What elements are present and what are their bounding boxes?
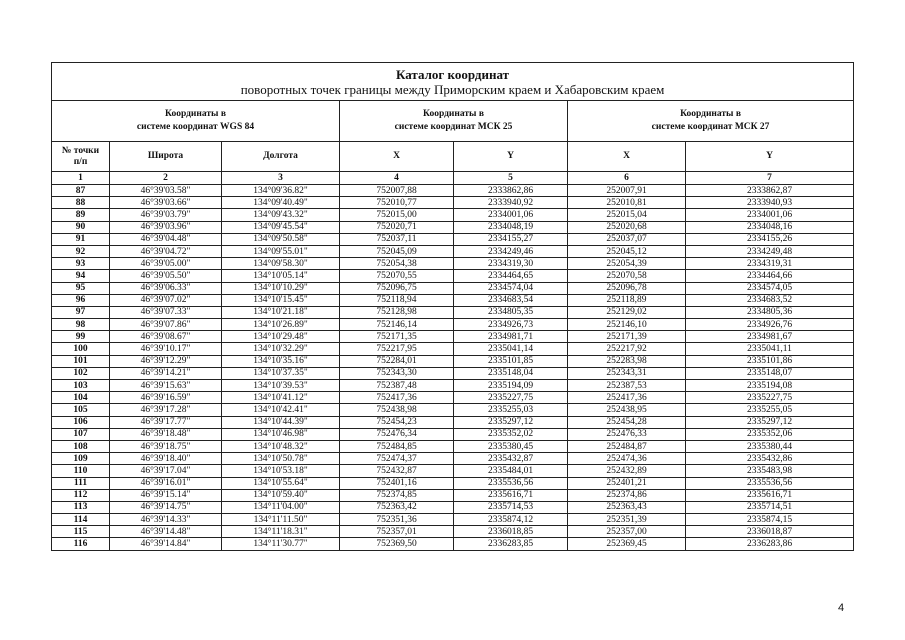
cell-msk27-y: 2334464,66 [686,270,854,282]
cell-point-number: 114 [52,514,110,526]
table-title-cell [52,63,854,101]
cell-msk27-y: 2334926,76 [686,319,854,331]
cell-msk25-x: 752387,48 [340,380,454,392]
cell-msk25-y: 2336018,85 [454,526,568,538]
table-row [52,282,854,294]
cell-msk25-x: 752432,87 [340,465,454,477]
table-row [52,501,854,513]
cell-msk27-y: 2335616,71 [686,489,854,501]
cell-longitude: 134°10'42.41" [222,404,340,416]
cell-latitude: 46°39'18.40" [110,453,222,465]
cell-msk25-y: 2334319,30 [454,258,568,270]
table-row [52,380,854,392]
cell-msk27-x: 252007,91 [568,185,686,197]
cell-longitude: 134°10'53.18" [222,465,340,477]
cell-msk27-y: 2335536,56 [686,477,854,489]
cell-msk25-x: 752454,23 [340,416,454,428]
coordinate-catalog-table [51,62,854,551]
cell-longitude: 134°10'59.40" [222,489,340,501]
table-row [52,233,854,245]
cell-msk27-y: 2335380,44 [686,440,854,452]
cell-msk27-y: 2335227,75 [686,392,854,404]
table-row [52,367,854,379]
cell-msk27-y: 2336018,87 [686,526,854,538]
cell-msk25-x: 752351,36 [340,514,454,526]
cell-longitude: 134°09'50.58" [222,233,340,245]
cell-msk27-x: 252454,28 [568,416,686,428]
cell-msk25-y: 2335101,85 [454,355,568,367]
cell-msk27-y: 2335101,86 [686,355,854,367]
cell-msk25-x: 752096,75 [340,282,454,294]
cell-msk25-y: 2334001,06 [454,209,568,221]
table-row [52,245,854,257]
cell-longitude: 134°10'39.53" [222,380,340,392]
cell-msk27-y: 2334574,05 [686,282,854,294]
cell-longitude: 134°09'43.32" [222,209,340,221]
cell-msk25-x: 752438,98 [340,404,454,416]
cell-msk25-x: 752357,01 [340,526,454,538]
cell-msk25-y: 2335484,01 [454,465,568,477]
cell-msk25-x: 752015,00 [340,209,454,221]
col-number: 1 [52,172,110,185]
cell-msk27-x: 252432,89 [568,465,686,477]
cell-msk25-x: 752037,11 [340,233,454,245]
cell-msk27-y: 2334683,52 [686,294,854,306]
cell-longitude: 134°10'21.18" [222,306,340,318]
cell-point-number: 108 [52,440,110,452]
cell-longitude: 134°10'44.39" [222,416,340,428]
cell-msk27-x: 252474,36 [568,453,686,465]
cell-point-number: 96 [52,294,110,306]
cell-msk25-y: 2334981,71 [454,331,568,343]
cell-msk27-x: 252010,81 [568,197,686,209]
cell-point-number: 106 [52,416,110,428]
cell-latitude: 46°39'14.33" [110,514,222,526]
cell-msk25-x: 752343,30 [340,367,454,379]
cell-msk27-y: 2335148,07 [686,367,854,379]
cell-msk27-x: 252476,33 [568,428,686,440]
cell-point-number: 111 [52,477,110,489]
table-row [52,526,854,538]
table-row [52,258,854,270]
col-header-latitude: Широта [110,142,222,172]
col-header-msk27-y: Y [686,142,854,172]
cell-msk25-y: 2335380,45 [454,440,568,452]
cell-point-number: 97 [52,306,110,318]
cell-msk25-y: 2334926,73 [454,319,568,331]
table-row [52,294,854,306]
cell-msk27-y: 2334249,48 [686,245,854,257]
cell-latitude: 46°39'03.96" [110,221,222,233]
cell-msk25-x: 752118,94 [340,294,454,306]
cell-longitude: 134°10'05.14" [222,270,340,282]
cell-msk25-y: 2334155,27 [454,233,568,245]
cell-longitude: 134°10'48.32" [222,440,340,452]
table-row [52,270,854,282]
cell-latitude: 46°39'05.50" [110,270,222,282]
cell-msk27-y: 2335714,51 [686,501,854,513]
cell-point-number: 102 [52,367,110,379]
cell-msk27-y: 2334805,36 [686,306,854,318]
cell-msk25-x: 752363,42 [340,501,454,513]
col-number: 2 [110,172,222,185]
cell-msk27-x: 252343,31 [568,367,686,379]
cell-latitude: 46°39'04.48" [110,233,222,245]
cell-msk27-y: 2335297,12 [686,416,854,428]
cell-msk25-x: 752020,71 [340,221,454,233]
cell-point-number: 91 [52,233,110,245]
cell-latitude: 46°39'03.66" [110,197,222,209]
cell-point-number: 110 [52,465,110,477]
cell-msk25-y: 2335432,87 [454,453,568,465]
cell-point-number: 98 [52,319,110,331]
cell-msk27-y: 2335483,98 [686,465,854,477]
cell-msk27-x: 252217,92 [568,343,686,355]
cell-latitude: 46°39'17.04" [110,465,222,477]
cell-msk27-y: 2335352,06 [686,428,854,440]
cell-longitude: 134°11'30.77" [222,538,340,550]
cell-msk27-y: 2336283,86 [686,538,854,550]
cell-msk25-x: 752007,88 [340,185,454,197]
cell-longitude: 134°09'55.01" [222,245,340,257]
col-header-msk25-y: Y [454,142,568,172]
cell-msk25-y: 2334464,65 [454,270,568,282]
cell-msk27-x: 252045,12 [568,245,686,257]
cell-point-number: 107 [52,428,110,440]
cell-point-number: 92 [52,245,110,257]
cell-latitude: 46°39'03.58" [110,185,222,197]
cell-latitude: 46°39'14.84" [110,538,222,550]
cell-point-number: 113 [52,501,110,513]
table-row [52,209,854,221]
cell-latitude: 46°39'10.17" [110,343,222,355]
cell-point-number: 101 [52,355,110,367]
cell-msk25-x: 752417,36 [340,392,454,404]
cell-latitude: 46°39'15.63" [110,380,222,392]
cell-latitude: 46°39'07.86" [110,319,222,331]
cell-msk27-x: 252438,95 [568,404,686,416]
cell-msk25-x: 752217,95 [340,343,454,355]
col-number: 7 [686,172,854,185]
table-row [52,465,854,477]
cell-msk25-y: 2335536,56 [454,477,568,489]
cell-msk25-x: 752171,35 [340,331,454,343]
cell-latitude: 46°39'04.72" [110,245,222,257]
cell-msk25-y: 2334683,54 [454,294,568,306]
cell-msk27-y: 2335432,86 [686,453,854,465]
cell-longitude: 134°10'32.29" [222,343,340,355]
col-header-msk25-x: X [340,142,454,172]
cell-msk25-x: 752128,98 [340,306,454,318]
table-row [52,514,854,526]
cell-longitude: 134°10'10.29" [222,282,340,294]
cell-msk25-y: 2335227,75 [454,392,568,404]
cell-longitude: 134°10'15.45" [222,294,340,306]
col-header-point-number: № точки п/п [52,142,110,172]
cell-msk25-y: 2334805,35 [454,306,568,318]
cell-msk27-y: 2334319,31 [686,258,854,270]
cell-msk25-x: 752146,14 [340,319,454,331]
table-row [52,477,854,489]
cell-msk27-x: 252417,36 [568,392,686,404]
cell-msk25-x: 752476,34 [340,428,454,440]
cell-latitude: 46°39'06.33" [110,282,222,294]
cell-msk25-y: 2334249,46 [454,245,568,257]
cell-msk27-x: 252096,78 [568,282,686,294]
cell-msk27-x: 252401,21 [568,477,686,489]
col-number: 5 [454,172,568,185]
cell-msk27-y: 2334155,26 [686,233,854,245]
cell-latitude: 46°39'14.48" [110,526,222,538]
cell-point-number: 89 [52,209,110,221]
cell-msk27-x: 252351,39 [568,514,686,526]
cell-msk27-x: 252283,98 [568,355,686,367]
cell-point-number: 93 [52,258,110,270]
cell-longitude: 134°09'36.82" [222,185,340,197]
cell-msk27-y: 2335041,11 [686,343,854,355]
group-header-wgs84: Координаты в системе координат WGS 84 [52,101,340,142]
cell-longitude: 134°10'35.16" [222,355,340,367]
table-row [52,440,854,452]
table-row [52,392,854,404]
cell-longitude: 134°11'18.31" [222,526,340,538]
cell-msk27-x: 252369,45 [568,538,686,550]
cell-msk25-y: 2334048,19 [454,221,568,233]
cell-msk25-x: 752369,50 [340,538,454,550]
table-row [52,538,854,550]
cell-latitude: 46°39'14.75" [110,501,222,513]
cell-latitude: 46°39'08.67" [110,331,222,343]
cell-point-number: 104 [52,392,110,404]
table-subtitle: поворотных точек границы между Приморским краем и Хабаровским краем [240,81,665,97]
cell-point-number: 112 [52,489,110,501]
cell-longitude: 134°09'45.54" [222,221,340,233]
cell-msk27-x: 252171,39 [568,331,686,343]
cell-msk25-y: 2334574,04 [454,282,568,294]
cell-msk25-y: 2335041,14 [454,343,568,355]
cell-msk25-y: 2335255,03 [454,404,568,416]
table-row [52,416,854,428]
cell-msk25-y: 2335714,53 [454,501,568,513]
cell-msk27-y: 2335874,15 [686,514,854,526]
cell-latitude: 46°39'18.75" [110,440,222,452]
cell-latitude: 46°39'03.79" [110,209,222,221]
cell-msk27-y: 2334048,16 [686,221,854,233]
cell-latitude: 46°39'07.33" [110,306,222,318]
table-row [52,343,854,355]
cell-msk25-y: 2335874,12 [454,514,568,526]
cell-msk25-y: 2335194,09 [454,380,568,392]
cell-msk25-x: 752284,01 [340,355,454,367]
cell-latitude: 46°39'18.48" [110,428,222,440]
table-title: Каталог координат [396,66,510,82]
cell-msk25-y: 2336283,85 [454,538,568,550]
cell-msk25-x: 752010,77 [340,197,454,209]
cell-point-number: 87 [52,185,110,197]
cell-latitude: 46°39'12.29" [110,355,222,367]
cell-msk25-x: 752474,37 [340,453,454,465]
cell-msk27-x: 252146,10 [568,319,686,331]
cell-msk27-x: 252020,68 [568,221,686,233]
table-row [52,221,854,233]
table-row [52,355,854,367]
cell-msk27-y: 2334981,67 [686,331,854,343]
cell-msk25-y: 2335352,02 [454,428,568,440]
cell-point-number: 100 [52,343,110,355]
cell-msk27-y: 2333940,93 [686,197,854,209]
cell-latitude: 46°39'17.28" [110,404,222,416]
cell-msk27-x: 252118,89 [568,294,686,306]
cell-msk27-x: 252015,04 [568,209,686,221]
cell-latitude: 46°39'05.00" [110,258,222,270]
cell-point-number: 90 [52,221,110,233]
cell-msk25-y: 2335297,12 [454,416,568,428]
cell-msk25-x: 752401,16 [340,477,454,489]
cell-point-number: 103 [52,380,110,392]
table-row [52,489,854,501]
cell-msk27-x: 252387,53 [568,380,686,392]
cell-point-number: 116 [52,538,110,550]
cell-msk27-x: 252037,07 [568,233,686,245]
col-header-longitude: Долгота [222,142,340,172]
cell-msk25-y: 2335616,71 [454,489,568,501]
cell-longitude: 134°09'58.30" [222,258,340,270]
cell-longitude: 134°11'04.00" [222,501,340,513]
cell-msk27-x: 252374,86 [568,489,686,501]
table-row [52,331,854,343]
group-header-msk27: Координаты в системе координат МСК 27 [568,101,854,142]
cell-latitude: 46°39'16.59" [110,392,222,404]
cell-msk27-y: 2333862,87 [686,185,854,197]
cell-latitude: 46°39'15.14" [110,489,222,501]
cell-msk27-x: 252070,58 [568,270,686,282]
cell-msk25-x: 752045,09 [340,245,454,257]
cell-point-number: 95 [52,282,110,294]
table-row [52,404,854,416]
table-row [52,185,854,197]
cell-msk27-x: 252363,43 [568,501,686,513]
cell-longitude: 134°10'41.12" [222,392,340,404]
cell-point-number: 109 [52,453,110,465]
cell-longitude: 134°09'40.49" [222,197,340,209]
cell-longitude: 134°10'37.35" [222,367,340,379]
cell-longitude: 134°10'26.89" [222,319,340,331]
cell-msk25-x: 752070,55 [340,270,454,282]
cell-latitude: 46°39'14.21" [110,367,222,379]
cell-msk27-y: 2335194,08 [686,380,854,392]
cell-longitude: 134°10'29.48" [222,331,340,343]
cell-msk27-x: 252054,39 [568,258,686,270]
cell-msk25-y: 2333940,92 [454,197,568,209]
col-number: 6 [568,172,686,185]
cell-msk25-x: 752374,85 [340,489,454,501]
cell-point-number: 115 [52,526,110,538]
cell-longitude: 134°10'55.64" [222,477,340,489]
cell-latitude: 46°39'17.77" [110,416,222,428]
col-number: 3 [222,172,340,185]
cell-longitude: 134°10'50.78" [222,453,340,465]
cell-point-number: 99 [52,331,110,343]
cell-point-number: 105 [52,404,110,416]
group-header-msk25: Координаты в системе координат МСК 25 [340,101,568,142]
table-row [52,428,854,440]
col-header-msk27-x: X [568,142,686,172]
table-row [52,319,854,331]
cell-msk27-x: 252357,00 [568,526,686,538]
cell-point-number: 88 [52,197,110,209]
table-row [52,306,854,318]
cell-msk27-x: 252484,87 [568,440,686,452]
cell-latitude: 46°39'16.01" [110,477,222,489]
cell-msk25-y: 2335148,04 [454,367,568,379]
cell-point-number: 94 [52,270,110,282]
cell-msk25-y: 2333862,86 [454,185,568,197]
cell-longitude: 134°11'11.50" [222,514,340,526]
col-number: 4 [340,172,454,185]
page-number: 4 [838,602,845,614]
cell-msk27-y: 2334001,06 [686,209,854,221]
cell-latitude: 46°39'07.02" [110,294,222,306]
table-row [52,453,854,465]
table-row [52,197,854,209]
cell-msk25-x: 752054,38 [340,258,454,270]
cell-msk27-y: 2335255,05 [686,404,854,416]
cell-longitude: 134°10'46.98" [222,428,340,440]
cell-msk25-x: 752484,85 [340,440,454,452]
cell-msk27-x: 252129,02 [568,306,686,318]
